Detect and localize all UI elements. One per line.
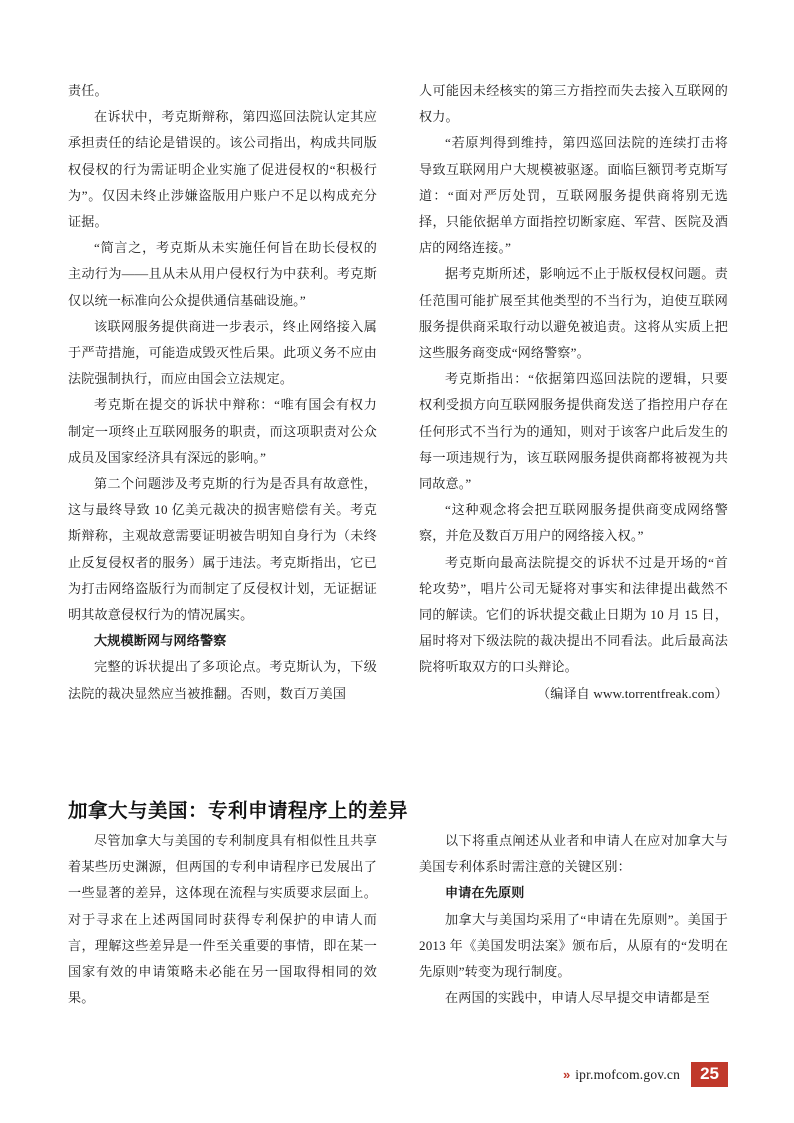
paragraph: 考克斯向最高法院提交的诉状不过是开场的“首轮攻势”，唱片公司无疑将对事实和法律提出截然不同的解读。它们的诉状提交截止日期为 10 月 15 日，届时将对下级法院的裁决提出不同看法。此后最高法院将听取双方的口头辩论。 — [419, 554, 728, 675]
paragraph: 据考克斯所述，影响远不止于版权侵权问题。责任范围可能扩展至其他类型的不当行为，迫使互联网服务提供商采取行动以避免被追责。这将从实质上把这些服务商变成“网络警察”。 — [419, 266, 728, 361]
page-footer — [0, 1062, 794, 1088]
paragraph: 以下将重点阐述从业者和申请人在应对加拿大与美国专利体系时需注意的关键区别： — [419, 833, 728, 875]
paragraph: 人可能因未经核实的第三方指控而失去接入互联网的权力。 — [419, 83, 728, 125]
bottom-article-columns — [68, 828, 728, 1011]
paragraph: “若原判得到维持，第四巡回法院的连续打击将导致互联网用户大规模被驱逐。面临巨额罚考克斯写道：“面对严厉处罚，互联网服务提供商将别无选择，只能依据单方面指控切断家庭、军营、医院及酒店的网络连接。” — [419, 135, 728, 256]
double-chevron-right-icon: » — [562, 1067, 569, 1082]
paragraph: 尽管加拿大与美国的专利制度具有相似性且共享着某些历史渊源，但两国的专利申请程序已发展出了一些显著的差异，这体现在流程与实质要求层面上。对于寻求在上述两国同时获得专利保护的申请人而言，理解这些差异是一件至关重要的事情，即在某一国家有效的申请策略未必能在另一国取得相同的效果。 — [68, 833, 377, 1006]
top-article-columns — [68, 78, 728, 707]
paragraph: 加拿大与美国均采用了“申请在先原则”。美国于 2013 年《美国发明法案》颁布后，从原有的“发明在先原则”转变为现行制度。 — [419, 911, 728, 980]
footer-inner — [563, 1062, 728, 1087]
subheading-first-to-file: 申请在先原则 — [445, 885, 525, 901]
paragraph: “这种观念将会把互联网服务提供商变成网络警察，并危及数百万用户的网络接入权。” — [419, 502, 728, 544]
source-note: （编译自 www.torrentfreak.com） — [536, 685, 728, 701]
paragraph: 第二个问题涉及考克斯的行为是否具有故意性，这与最终导致 10 亿美元裁决的损害赔偿有关。考克斯辩称，主观故意需要证明被告明知自身行为（未终止反复侵权者的服务）属于违法。考克斯指出，它已为打击网络盗版行为而制定了反侵权计划，无证据证明其故意侵权行为的情况属实。 — [68, 476, 377, 623]
paragraph: 考克斯指出：“依据第四巡回法院的逻辑，只要权利受损方向互联网服务提供商发送了指控用户存在任何形式不当行为的通知，则对于该客户此后发生的每一项违规行为，该互联网服务提供商都将被视为共同故意。” — [419, 371, 728, 492]
section-title: 加拿大与美国：专利申请程序上的差异 — [68, 801, 409, 822]
footer-url: ipr.mofcom.gov.cn — [575, 1066, 681, 1082]
paragraph: 考克斯在提交的诉状中辩称：“唯有国会有权力制定一项终止互联网服务的职责，而这项职责对公众成员及国家经济具有深远的影响。” — [68, 397, 377, 465]
bottom-right-column — [419, 828, 728, 1011]
bottom-left-column — [68, 828, 377, 1011]
subheading-mass-disconnection: 大规模断网与网络警察 — [94, 633, 227, 649]
paragraph: 责任。 — [68, 83, 108, 98]
paragraph: 在诉状中，考克斯辩称，第四巡回法院认定其应承担责任的结论是错误的。该公司指出，构成共同版权侵权的行为需证明企业实施了促进侵权的“积极行为”。仅因未终止涉嫌盗版用户账户不足以构成充分证据。 — [68, 109, 377, 230]
top-left-column — [68, 78, 377, 707]
page-number-badge: 25 — [691, 1062, 728, 1087]
paragraph: “简言之，考克斯从未实施任何旨在助长侵权的主动行为——且从未从用户侵权行为中获利。考克斯仅以统一标准向公众提供通信基础设施。” — [68, 240, 377, 308]
paragraph: 该联网服务提供商进一步表示，终止网络接入属于严苛措施，可能造成毁灭性后果。此项义务不应由法院强制执行，而应由国会立法规定。 — [68, 318, 377, 387]
paragraph: 在两国的实践中，申请人尽早提交申请都是至 — [445, 990, 710, 1006]
paragraph: 完整的诉状提出了多项论点。考克斯认为，下级法院的裁决显然应当被推翻。否则，数百万美国 — [68, 659, 377, 701]
top-right-column — [419, 78, 728, 707]
